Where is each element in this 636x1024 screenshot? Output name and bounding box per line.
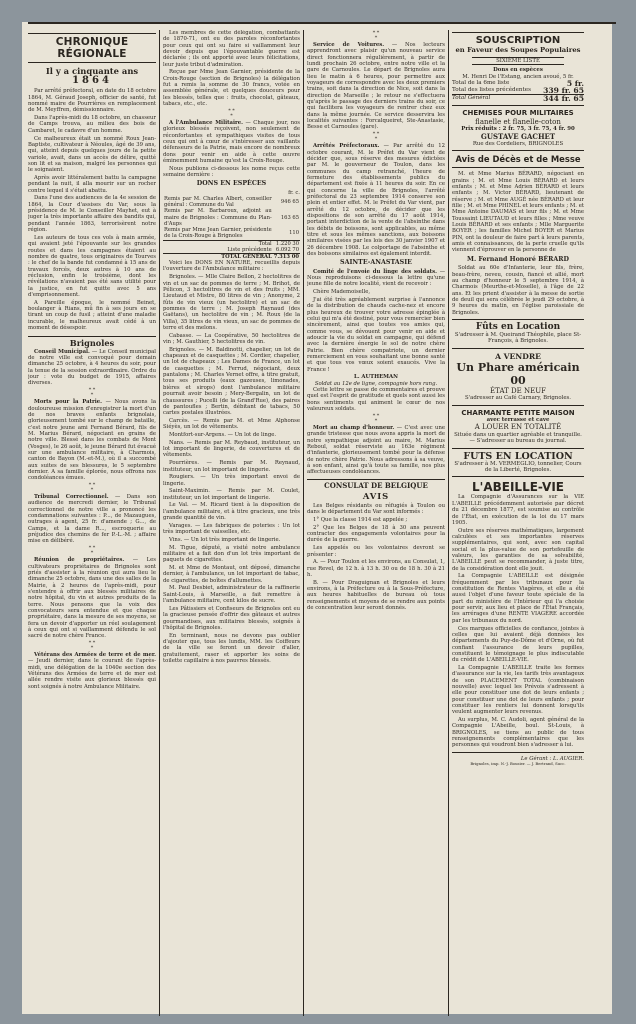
- sous-row-value: 339 fr. 65: [543, 86, 584, 96]
- abeille-text: La Compagnie L'ABEILLE est désignée fréquemment par les tribunaux pour la constitution de Rentes Viagères, et elle a été aussi l'objet d'une faveur toute spéciale de la part du ministère de l'Intérieur qui l'a choisie pour servir, aux lieu et place de l'État Français, les arrérages d'une RENTE VIAGÈRE accordée par les tribunaux du nord.: [452, 573, 584, 624]
- article: Tribunal Correctionnel. — Dans son audience de mercredi dernier, le Tribunal correctionnel de notre ville a prononcé les condamnations suivantes : P..., de Mazaugues, outrages à agent, 25 fr. d'amende ; G..., de Camps, et la dame R..., escroquerie au préjudice des chemins de fer P.-L.-M. ; affaire mise en délibéré.: [28, 494, 156, 545]
- asterism: * * *: [88, 545, 96, 557]
- table-row: [163, 196, 300, 208]
- chemises-line: flanelle et flanelle-coton: [475, 117, 561, 126]
- article-title: Conseil Municipal.: [34, 348, 90, 355]
- maison-sub: avec terrasse et cave: [486, 416, 550, 423]
- paragraph: Dans l'après-midi du 18 octobre, un chasseur de Camps trouva, au milieu des bois de Cambaret, le cadavre d'un homme.: [28, 115, 156, 134]
- paragraph: Carcès. — Remis par M. et Mme Alphonse Siéyès, un lot de vêtements.: [163, 417, 300, 431]
- asterism: * * *: [372, 30, 380, 41]
- sous-row-label: Total de la 6me liste: [452, 80, 510, 87]
- don-label: Remis par Mme Jean Garnier, présidente de la Croix-Rouge à Brignoles: [164, 227, 272, 240]
- paragraph: Voici les DONS EN NATURE, recueillis depuis l'ouverture de l'Ambulance militaire :: [163, 260, 300, 273]
- don-label: Remis par M. Barbaroux, adjoint au maire de Brignoles : Commune du Plan-d'Aups: [164, 208, 272, 227]
- asterism: * * *: [88, 640, 96, 652]
- paragraph: Brignoles. — Mlle Claire Bellon, 2 hectolitres de vin et un sac de pommes de terre ; M. Brihot, de Pélicon, 3 hectolitres de vin et des fruits ; MM. Lieutaud et Mistre, 80 litres de vin ; Anonyme, 2 fûts de vin vieux (un hectolitre) et un sac de pommes de terre ; M. Joseph Raynaud (des Gaëtans), un hectolitre de vin ; M. Roux (de la Villa), 35 litres de vin vieux, un sac de pommes de terre et des melons.: [163, 274, 300, 331]
- paragraph: Cette lettre se passe de commentaires et prouve quel est l'esprit de gratitude et quels sont aussi les bons sentiments qui animent le cœur de nos valeureux soldats.: [307, 387, 445, 413]
- sous-row: [452, 87, 584, 94]
- futs-title: Fûts en Location: [475, 321, 561, 332]
- total-value: 1.220 30: [273, 240, 300, 247]
- don-line: M. Henri De l'Estang, ancien avoué, 5 fr.: [462, 73, 574, 80]
- sous-row-value: 5 fr.: [566, 79, 584, 89]
- article: A l'Ambulance Militaire. — Chaque jour, nos glorieux blessés reçoivent, non seulement de réconfortantes et sympathiques visites de tous ceux qui ont à cœur de s'intéresser aux vaillants défenseurs de la Patrie, mais encore de nombreux dons pour venir en aide à cette œuvre éminemment humaine qu'est la Croix-Rouge.: [163, 119, 300, 164]
- article-text: Dans son audience de mercredi dernier, le Tribunal correctionnel de notre ville a prononcé les condamnations suivantes : P..., de Mazaugues, outrages à agent, 25 fr. d'amende ; G..., de Camps, et la dame R..., escroquerie au préjudice des chemins de fer P.-L.-M. ; affaire mise en délibéré.: [28, 494, 156, 545]
- paragraph: Brignoles. — M. Baldinotti, chapelier, un lot de chapeaux et de casquettes ; M. Cordier, chapelier, un lot de chapeaux ; Les Dames de France, un lot de casquettes ; M. Ferrud, négociant, deux pantalons ; M. Charles Vernet offre, à titre gratuit, tous ses produits (eaux gazeuses, limonades, bières et sirops) dont l'ambulance militaire pourrait avoir besoin ; Mery-Bergalin, un lot de chaussures ; Pucelli (de la Grand'Rue), des paires de pantoufles ; Bertin, débitant de tabacs, 50 cartes postales illustrées.: [163, 346, 300, 417]
- chemises-ad: [452, 109, 584, 147]
- prec-value: 6.092 70: [275, 246, 299, 253]
- top-rule: [28, 22, 616, 24]
- paragraph: M. Paul Desbiet, administrateur de la raffinerie Saint-Louis, à Marseille, a fait remettre à l'ambulance militaire, cent kilos de sucre.: [163, 585, 300, 605]
- paragraph: Varages. — Les fabriques de poteries : Un lot très important de vaisselles, etc.: [163, 522, 300, 536]
- total-label: Total: [163, 240, 273, 247]
- asterism: * * *: [88, 482, 96, 494]
- paragraph: Pourrières. — Remis par M. Reynaud, instituteur, un lot important de lingerie.: [163, 460, 300, 473]
- article-text: Nos lecteurs apprendront avec plaisir qu'un nouveau service direct fonctionnera régulièrement, à partir de lundi prochain 26 octobre, entre notre ville et la gare de Carnoules. Le départ de Brignoles aura lieu le matin à 6 heures, pour permettre aux voyageurs de correspondre avec les deux premiers trains, soit dans la direction de Nice, soit dans la direction de Marseille ; le retour ne s'effectuera qu'après le passage des derniers trains du soir, ce qui facilitera les voyageurs de rentrer chez eux dans la même journée. Ce service desservira les localités suivantes : Forcalqueiret, Ste-Anastasie, Besse et Carnoules (gare).: [307, 42, 445, 131]
- article-text: C'est avec une grande tristesse que nous avons appris la mort de notre sympathique adjoint au maire, M. Marius Reboul, soldat réserviste au 163e régiment d'infanterie, glorieusement tombé pour la défense de notre chère Patrie. Nous adressons à sa veuve, à son enfant, ainsi qu'à toute sa famille, nos plus affectueuses condoléances.: [307, 424, 445, 476]
- article-text: Chaque jour, nos glorieux blessés reçoivent, non seulement de réconfortantes et sympathiques visites de tous ceux qui ont à cœur de s'intéresser aux vaillants défenseurs de la Patrie, mais encore de nombreux dons pour venir en aide à cette œuvre éminemment humaine qu'est la Croix-Rouge.: [163, 119, 300, 164]
- consulat-heading: CONSULAT DE BELGIQUE: [324, 480, 428, 490]
- table-row: [163, 247, 300, 254]
- column-4: [452, 30, 584, 1016]
- article-title: Comité de l'envoie du linge des soldats.: [313, 268, 437, 275]
- paragraph: Rougiers. — Un très important envoi de lingerie.: [163, 474, 300, 487]
- chemises-title: CHEMISES POUR MILITAIRES: [462, 109, 574, 118]
- article: Morts pour la Patrie. — Nous avons la douloureuse mission d'enregistrer la mort d'un de nos braves enfants brignolais, glorieusement tombé sur le champ de bataille, c'est notre jeune ami Fernand Bérard, fils de M. Marius Bérard, négociant en grains de notre ville. Blessé dans les combats de Mont (Vosges), le 26 août, le jeune Bérard fut évacué sur une ambulance militaire, à Charmois, canton de Bayon (M.-et-M.), où il a succombé aux suites de ses blessures, le 5 septembre dernier. A sa famille éplorée, nous offrons nos condoléances émues.: [28, 399, 156, 482]
- paragraph: Saint-Maximin. — Remis par M. Coulet, instituteur, un lot important de lingerie.: [163, 488, 300, 501]
- chemises-addr: Rue des Cordeliers, BRIGNOLES: [472, 140, 564, 147]
- souscription-subtitle: en Faveur des Soupes Populaires: [455, 46, 581, 54]
- paragraph: En terminant, nous ne devons pas oublier d'ajouter que, tous les lundis, MM. les Coiffeurs de la ville se feront un devoir d'aller, gratuitement, raser et apporter les soins de toilette capillaire à nos pauvres blessés.: [163, 632, 300, 665]
- sous-row-label: Total des listes précédentes: [452, 87, 531, 94]
- vendre-etat: ÉTAT DE NEUF: [490, 386, 546, 395]
- table-row: [163, 253, 300, 260]
- article: Arrêtés Préfectoraux. — Par arrêté du 12 octobre courant, M. le Préfet du Var vient de décider que, sous réserve des mesures édictées par M. le gouverneur de Toulon, dans les communes du camp retranché, l'heure de fermeture des établissements publics du département est fixée à 11 heures du soir. En ce qui concerne la ville de Brignoles, l'arrêté préfectoral du 23 septembre 1914 conserve son plein et entier effet. M. le Préfet du Var vient, par arrêté du 12 octobre, de décider que les dispositions de son arrêté du 17 août 1914, portant interdiction de la vente de l'absinthe dans les débits de boissons, sont applicables, au même titre et sous les mêmes sanctions, aux boissons similaires visées par les lois des 30 janvier 1907 et 26 décembre 1908. Le colportage de l'absinthe et des boissons similaires est également interdit.: [307, 143, 445, 258]
- liste-label: SIXIÈME LISTE: [472, 57, 564, 65]
- paragraph: Vins. — Un lot très important de lingerie.: [169, 536, 281, 543]
- article: Réunion de propriétaires. — Les cultivateurs propriétaires de Brignoles sont priés d'assister à la réunion qui aura lieu le dimanche 25 octobre, dans une des salles de la Mairie, à 2 heures de l'après-midi, pour s'entendre à offrir aux blessés militaires de notre hôpital, du vin et autres produits de la terre. Nous pensons que la voix des convocateurs sera entendue et que chaque propriétaire, dans la mesure de ses moyens, se fera un devoir d'apporter un réel soulagement à ceux qui ont si vaillamment défendu le sol sacré de notre chère France.: [28, 557, 156, 640]
- deces-rest: Soldat au 60e d'Infanterie, leur fils, frère, beau-frère, neveu, cousin, fiancé et allié, mort au champ d'honneur le 5 septembre 1914, à Charmois (Meurthe-et-Moselle), à l'âge de 22 ans. Et les prient d'assister à la messe de sortie de deuil qui sera célébrée le jeudi 29 octobre, à 9 heures du matin, en l'église paroissiale de Brignoles.: [452, 265, 584, 316]
- paragraph: Les Belges résidants ou réfugiés à Toulon ou dans le département du Var sont informés :: [307, 502, 445, 516]
- paragraph: Montfort-sur-Argens. — Un lot de linge.: [169, 432, 277, 438]
- paragraph: M. et Mme de Montaut, ont déposé, dimanche dernier, à l'ambulance, un lot important de tabac, de cigarettes, de boîtes d'allumettes.: [163, 565, 300, 584]
- maison-title: CHARMANTE PETITE MAISON: [461, 408, 575, 417]
- ad-rule: [452, 105, 584, 106]
- ad-rule: [452, 150, 584, 151]
- paragraph: Les Pâtissiers et Confiseurs de Brignoles ont eu la gracieuse pensée d'offrir des gâteaux et autres gourmandises, aux militaires blessés, soignés à l'hôpital de Brignoles.: [163, 605, 300, 631]
- article: Conseil Municipal. — Le Conseil municipal de notre ville est convoqué pour demain dimanche 25 octobre, à 4 heures du soir, pour la tenue de la session extraordinaire. Ordre du jour : vote du budget de 1915, affaires diverses.: [28, 348, 156, 387]
- article-text: Par arrêté du 12 octobre courant, M. le Préfet du Var vient de décider que, sous réserve des mesures édictées par M. le gouverneur de Toulon, dans les communes du camp retranché, l'heure de fermeture des établissements publics du département est fixée à 11 heures du soir. En ce qui concerne la ville de Brignoles, l'arrêté préfectoral du 23 septembre 1914 conserve son plein et entier effet. M. le Préfet du Var vient, par arrêté du 12 octobre, de décider que les dispositions de son arrêté du 17 août 1914, portant interdiction de la vente de l'absinthe dans les débits de boissons, sont applicables, au même titre et sous les mêmes sanctions, aux boissons similaires visées par les lois des 30 janvier 1907 et 26 décembre 1908. Le colportage de l'absinthe et des boissons similaires est également interdit.: [307, 143, 445, 258]
- futs-ad-1: [452, 323, 584, 345]
- article-text: Nous reproduisons ci-dessous la lettre qu'une jeune fille de notre localité, vient de recevoir :: [307, 275, 445, 288]
- abeille-text: La Compagnie L'ABEILLE traite les formes d'assurance sur la vie, les tarifs très avantageux de son PLACEMENT TOTAL (combinaison nouvelle) avec lequel les Prévois s'adressent à elle pour constituer une dot de leurs enfants ; pour constituer une dot de leurs enfants ; pour constituer les rentiers lui donnent lorsqu'ils veulent augmenter leurs revenus.: [452, 664, 584, 716]
- article-title: Service de Voitures.: [313, 42, 385, 48]
- article-text: Le Conseil municipal de notre ville est convoqué pour demain dimanche 25 octobre, à 4 heures du soir, pour la tenue de la session extraordinaire. Ordre du jour : vote du budget de 1915, affaires diverses.: [28, 348, 156, 387]
- vendre-item: Un Phare américain 00: [456, 360, 580, 387]
- paragraph: Reçue par Mme Jean Garnier, présidente de la Croix-Rouge (section de Brignoles) la délégation fut a remis la somme de 30 francs, votée en assemblée générale, et quelques douceurs pour les blessés, telles que : fruits, chocolat, gâteaux, tabacs, etc., etc.: [163, 69, 300, 108]
- column-2: [163, 30, 300, 1016]
- don-amount: 946 65: [280, 199, 299, 206]
- abeille-title: L'ABEILLE-VIE: [472, 480, 564, 495]
- asterism: * * *: [372, 412, 380, 424]
- abeille-text: Au surplus, M. C. Audoli, agent général de la Compagnie L'Abeille, boul. St-Louis, à BRIGNOLES, se tiens au public de tous renseignements complémentaires que les personnes qui voudront bien s'adresser à lui.: [452, 717, 584, 749]
- column-rule-3: [448, 30, 449, 1016]
- vendre-addr: S'adresser au Café Carnary, Brignoles.: [464, 395, 571, 402]
- maison-ad: [452, 409, 584, 445]
- town-heading: Brignoles: [28, 336, 156, 346]
- article-title: Arrêtés Préfectoraux.: [313, 143, 380, 150]
- avis-heading: AVIS: [362, 490, 390, 501]
- paragraph: A Pareille époque, le nommé Beinet, boulanger à Rians, mû fin à ses jours en se tirant un coup de fusil ; atteint d'une maladie incurable, le malheureux avait cédé à un moment de désespoir.: [28, 299, 156, 332]
- article-title: Réunion de propriétaires.: [34, 557, 125, 564]
- general-value: 7.313 00: [273, 253, 299, 260]
- asterism: * * *: [88, 387, 96, 399]
- article-title: Vétérans des Armées de terre et de mer.: [34, 652, 156, 659]
- chemises-name: GUSTAVE GACHET: [480, 131, 556, 141]
- place-heading: SAINTE-ANASTASIE: [340, 259, 412, 267]
- chronique-year: 1864: [72, 75, 112, 86]
- souscription-ad: [452, 32, 584, 102]
- article: Service de Voitures. — Nos lecteurs apprendront avec plaisir qu'un nouveau service direct fonctionnera régulièrement, à partir de lundi prochain 26 octobre, entre notre ville et la gare de Carnoules. Le départ de Brignoles aura lieu le matin à 6 heures, pour permettre aux voyageurs de correspondre avec les deux premiers trains, soit dans la direction de Nice, soit dans la direction de Marseille ; le retour ne s'effectuera qu'après le passage des derniers trains du soir, ce qui facilitera les voyageurs de rentrer chez eux dans la même journée. Ce service desservira les localités suivantes : Forcalqueiret, Ste-Anastasie, Besse et Carnoules (gare).: [307, 42, 445, 131]
- paragraph: Nous publions ci-dessous les nome reçus cette semaine dernière :: [163, 165, 300, 179]
- futs-title: FUTS EN LOCATION: [463, 450, 573, 462]
- paragraph: Le Val. — M. Ricard tient à la disposition de l'ambulance militaire, et à titre gracieux, une très grande quantité de vin.: [163, 502, 300, 522]
- table-row: [163, 208, 300, 227]
- paragraph: B. — Pour Draguignan et Brignoles et leurs environs, à la Préfecture ou à la Sous-Préfecture, aux heures habituelles de bureau où tous renseignements et moyens de se rendre aux points de concentration leur seront donnés.: [307, 579, 445, 612]
- vendre-ad: [452, 352, 584, 402]
- letter-body: J'ai été très agréablement surprise à l'annonce de la distribution de chauds cache-nez et encore plus heureux de trouver votre adresse épinglée à celui qui m'a été destiné, pour vous remercier bien sincèrement, ainsi que toutes vos amies qui, comme vous, se dévouent pour venir en aide et adoucir la vie du soldat en campagne, qui défend avec la dernière énergie le sol de notre chère Patrie. Bien chère compatriote, un dernier remerciement en vous souhaitant une bonne santé et que tous vos vœux soient exaucés. Vive la France !: [307, 296, 445, 373]
- column-rule-2: [303, 30, 304, 1016]
- paragraph: Les appelés ou les volontaires devront se présenter :: [307, 545, 445, 558]
- ad-rule: [452, 319, 584, 320]
- paragraph: Les membres de cette délégation, combattants de 1870-71, ont eu des paroles réconfortantes pour ceux qui ont su faire si vaillamment leur devoir depuis que l'épouvantable guerre est déclarée ; ils ont apporté avec leurs félicitations, leur juste tribut d'admiration.: [163, 30, 300, 68]
- chronique-subhead: Il y a cinquante ans: [45, 66, 139, 76]
- paragraph: Après avoir littéralement battu la campagne pendant la nuit, il alla mourir sur un rocher contre lequel il s'était abattu.: [28, 174, 156, 194]
- maison-text: Située dans un quartier agréable et tranquille. — S'adresser au bureau du journal.: [454, 431, 582, 445]
- article: Vétérans des Armées de terre et de mer. — Jeudi dernier, dans le courant de l'après-midi, une délégation de la 1040e section des Vétérans des Armées de terre et de mer est allée rendre visite aux glorieux blessés qui sont soignés à notre Ambulance Militaire.: [28, 652, 156, 690]
- letter-signature: L. AUTHEMAN: [354, 374, 398, 381]
- paragraph: Les auteurs de tous ces vols à main armée, qui avaient jeté l'épouvante sur les grandes routes et dans les campagnes étaient au nombre de quatre, tous originaires de Tourves : le chef de la bande fut condamné à 15 ans de travaux forcés, deux autres à 10 ans de réclusion, enfin le troisième, dont les révélations n'avaient pas été sans utilité pour la justice, en fut quitte avec 5 ans d'emprisonnement.: [28, 234, 156, 298]
- dons-table: [163, 196, 300, 260]
- section-rule: [307, 479, 445, 480]
- gerant: Le Gérant : L. AUGIER.: [520, 755, 584, 762]
- table-row: [163, 227, 300, 240]
- imprimerie: Brignoles, imp. N.-J. Bousier. — J. Bertrand, Succ.: [470, 761, 566, 767]
- abeille-ad: [452, 480, 584, 748]
- article-text: Nous avons la douloureuse mission d'enregistrer la mort d'un de nos braves enfants brignolais, glorieusement tombé sur le champ de bataille, c'est notre jeune ami Fernand Bérard, fils de M. Marius Bérard, négociant en grains de notre ville. Blessé dans les combats de Mont (Vosges), le 26 août, le jeune Bérard fut évacué sur une ambulance militaire, à Charmois, canton de Bayon (M.-et-M.), où il a succombé aux suites de ses blessures, le 5 septembre dernier. A sa famille éplorée, nous offrons nos condoléances émues.: [28, 399, 156, 482]
- paragraph: Dans l'une des audiences de la 4e session de 1864, la Cour d'assises du Var, sous la présidence de M. le Conseiller Mayhet, eut à juger la très importante affaire des bandits qui, pendant l'année 1863, terrorisèrent notre région.: [28, 195, 156, 234]
- paragraph: M. Tigue, député, a visité notre ambulance militaire et a fait don d'un lot très important de paquets de cigarettes.: [163, 544, 300, 564]
- ad-rule: [452, 405, 584, 406]
- sous-row-value: 344 fr. 65: [543, 94, 584, 104]
- ad-rule: [452, 448, 584, 449]
- article-text: Les cultivateurs propriétaires de Brignoles sont priés d'assister à la réunion qui aura lieu le dimanche 25 octobre, dans une des salles de la Mairie, à 2 heures de l'après-midi, pour s'entendre à offrir aux blessés militaires de notre hôpital, du vin et autres produits de la terre. Nous pensons que la voix des convocateurs sera entendue et que chaque propriétaire, dans la mesure de ses moyens, se fera un devoir d'apporter un réel soulagement à ceux qui ont si vaillamment défendu le sol sacré de notre chère France.: [28, 557, 156, 640]
- paragraph: 2° Que les Belges de 18 à 30 ans peuvent contracter des engagements volontaires pour la durée de la guerre.: [307, 524, 445, 544]
- article-text: Jeudi dernier, dans le courant de l'après-midi, une délégation de la 1040e section des Vétérans des Armées de terre et de mer est allée rendre visite aux glorieux blessés qui sont soignés à notre Ambulance Militaire.: [28, 658, 156, 690]
- ad-rule: [452, 348, 584, 349]
- deces-text: M. et Mme Marius BÉRARD, négociant en grains ; M. et Mme Louis BÉRARD et leurs enfants ; M. et Mme Adrien BÉRARD et leurs enfants ; M. Victor BÉRARD, lieutenant de réserve ; M. et Mme AUGÉ née BÉRARD et leur fille ; M. et Mme PHINEL et leurs enfants ; M. et Mme Antoine DAUMAS et leur fils ; M. et Mme Toussaint LIEUTAUD et leurs filles ; Mme veuve Louis BÉRARD et ses enfants ; Mlle Marguerite BOYER ; les familles Michel BOYER et Marius PIN, ont la douleur de faire part à leurs parents, amis et connaissances, de la perte cruelle qu'ils viennent d'éprouver en la personne de: [452, 171, 584, 254]
- don-amount: 163 65: [280, 214, 299, 221]
- ad-rule: [452, 476, 584, 477]
- general-label: TOTAL GÉNÉRAL: [163, 253, 273, 260]
- article-title: Tribunal Correctionnel.: [34, 494, 109, 501]
- abeille-text: La Compagnie d'Assurances sur la VIE L'ABEILLE précédemment autorisée par décret du 21 décembre 1877, est soumise au contrôle de l'État, en exécution de la loi du 17 mars 1905.: [452, 494, 584, 526]
- futs-text: S'adresser à M. Queirand Théophile, place St-François, à Brignoles.: [454, 331, 582, 345]
- futs-text: S'adresser à M. VERMEGLIO, tonnelier, Cours de la Liberté, Brignoles.: [454, 460, 582, 474]
- don-amount: 110: [289, 230, 299, 237]
- chronique-header: CHRONIQUE RÉGIONALE: [28, 33, 156, 63]
- deces-heading: Avis de Décès et de Messe: [455, 154, 581, 165]
- article-title: A l'Ambulance Militaire.: [169, 119, 243, 126]
- column-3: [307, 30, 445, 1016]
- souscription-title: SOUSCRIPTION: [452, 32, 584, 46]
- asterism: * * *: [228, 107, 235, 119]
- paragraph: 1° Que la classe 1914 est appelée ;: [313, 517, 408, 524]
- letter-signature-unit: Soldat au 12e de ligne, compagnie hors rang.: [314, 380, 438, 387]
- dons-heading: DONS EN ESPÈCES: [196, 180, 267, 188]
- column-1: [28, 30, 156, 1016]
- letter-salutation: Chère Mademoiselle,: [313, 289, 371, 296]
- vendre-title: A VENDRE: [495, 351, 541, 361]
- paragraph: Cabasse. — La Coopérative, 50 hectolitres de vin ; M. Gauthier, 5 hectolitres de vin.: [163, 332, 300, 346]
- asterism: * * *: [372, 131, 380, 143]
- article: Mort au champ d'honneur. — C'est avec une grande tristesse que nous avons appris la mort de notre sympathique adjoint au maire, M. Marius Reboul, soldat réserviste au 163e régiment d'infanterie, glorieusement tombé pour la défense de notre chère Patrie. Nous adressons à sa veuve, à son enfant, ainsi qu'à toute sa famille, nos plus affectueuses condoléances.: [307, 424, 445, 476]
- column-rule-1: [159, 30, 160, 1016]
- paragraph: Par arrêté préfectoral, en date du 18 octobre 1864, M. Géraud Joseph, officier de santé, fut nommé maire de Pourrières en remplacement de M. Meyffren, démissionnaire.: [28, 88, 156, 114]
- article-title: Morts pour la Patrie.: [34, 399, 102, 406]
- abeille-text: Outre ses réserves mathématiques, largement calculées et ses importantes réserves supplémentaires, qui sont, avec son capital social et la plus-value de son portefeuille de valeurs, les garanties de sa solvabilité, L'ABEILLE peut se recommander, à juste titre, de la considération dont elle jouit.: [452, 527, 584, 572]
- ad-rule: [452, 752, 584, 753]
- sous-row-label: Total Général: [452, 95, 491, 102]
- dons-label: Dons en espèces: [493, 67, 543, 74]
- prec-label: Liste précédente: [227, 246, 272, 253]
- paragraph: Ce malheureux était un nommé Roux Jean-Baptiste, cultivateur à Néoules, âgé de 39 ans, qui, atteint depuis quelques jours de la petite variole, avait, dans un accès de délire, quitté son lit et sa maison, malgré les personnes qui le soignaient.: [28, 135, 156, 174]
- don-label: Remis par M. Charles Albert, conseiller général : Commune du Val: [164, 196, 272, 209]
- futs-ad-2: [452, 452, 584, 474]
- article-title: Mort au champ d'honneur.: [313, 424, 395, 431]
- chemises-prices: Prix réduits : 2 fr. 75, 3 fr. 75, 4 fr. 90: [461, 126, 575, 133]
- article: Comité de l'envoie du linge des soldats. — Nous reproduisons ci-dessous la lettre qu'une jeune fille de notre localité, vient de recevoir :: [307, 268, 445, 288]
- abeille-text: Ces marques officielles de confiance, jointes à celles que lui avaient déjà données les départements du Puy-de-Dôme et d'Orne, où fut confiant l'assurance de leurs pupilles, constituent le témoignage le plus indiscutable du crédit de L'ABEILLE-VIE.: [452, 625, 584, 664]
- dons-unit: fr. c.: [288, 189, 300, 196]
- paragraph: Nans. — Remis par M. Reybaud, instituteur, un lot important de lingerie, de couvertures et de vêtements.: [163, 439, 300, 459]
- ad-rule: [452, 167, 584, 168]
- maison-loue: A LOUER EN TOTALITÉ: [474, 423, 562, 432]
- sous-row: [452, 94, 584, 102]
- table-row: [163, 240, 300, 247]
- paragraph: A. — Pour Toulon et les environs, au Consulat, 1, rue Revel, de 12 h. à 13 h. 30 ou de 18 h. 30 à 21 h.: [307, 559, 445, 578]
- deces-name: M. Fernand Honoré BÉRARD: [466, 255, 569, 263]
